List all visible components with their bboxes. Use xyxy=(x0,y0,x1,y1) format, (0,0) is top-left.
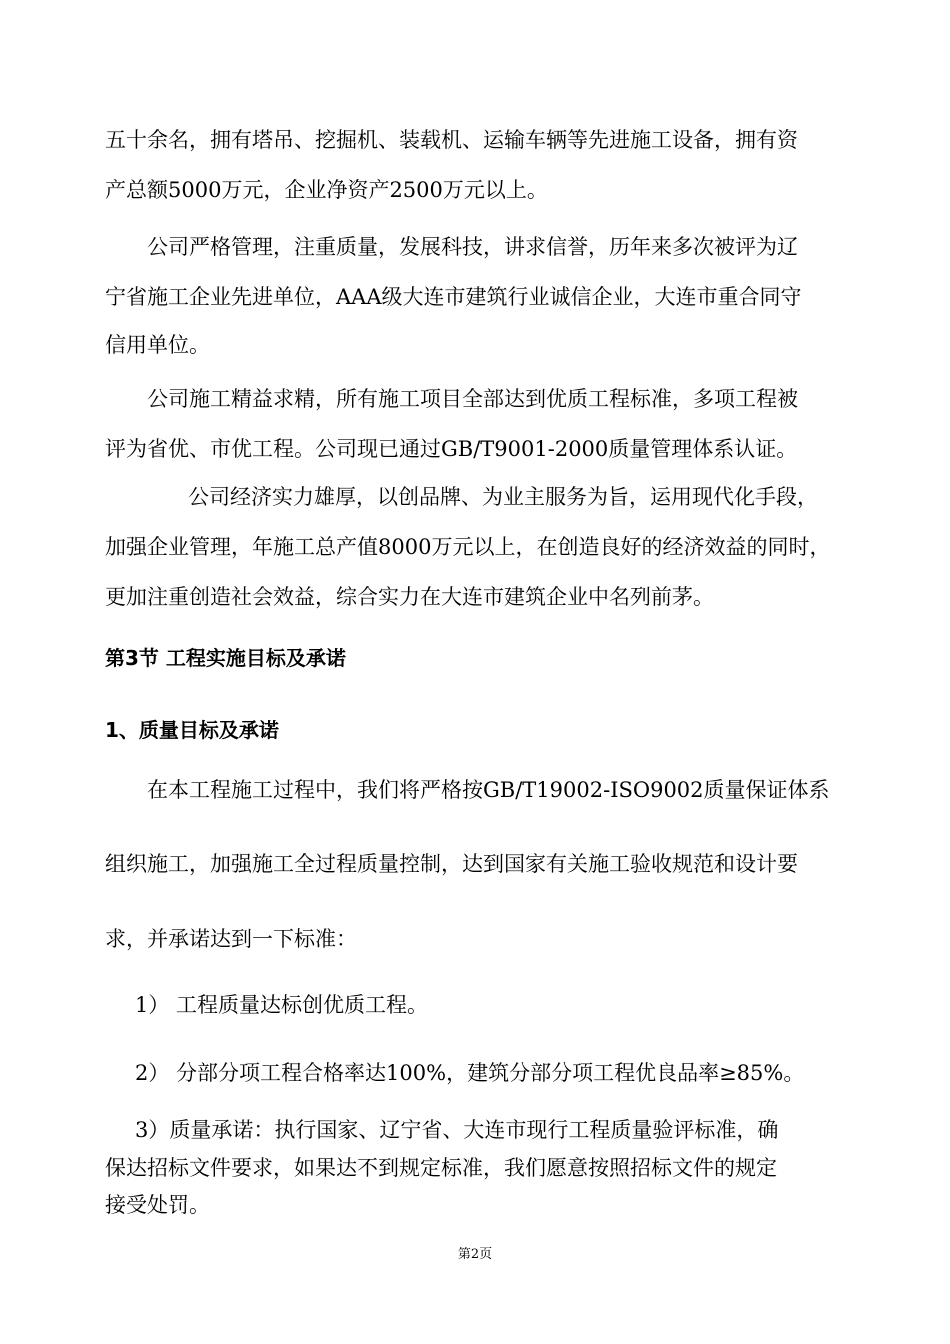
paragraph-line: 在本工程施工过程中，我们将严格按GB/T19002-ISO9002质量保证体系 xyxy=(147,778,830,802)
paragraph-line: 公司严格管理，注重质量，发展科技，讲求信誉，历年来多次被评为辽 xyxy=(147,235,798,259)
list-item: 1） 工程质量达标创优质工程。 xyxy=(135,993,429,1017)
paragraph-line: 组织施工，加强施工全过程质量控制，达到国家有关施工验收规范和设计要 xyxy=(105,852,798,876)
paragraph-line: 产总额5000万元，企业净资产2500万元以上。 xyxy=(105,178,548,202)
section-heading: 第3节 工程实施目标及承诺 xyxy=(105,646,346,670)
paragraph-line: 求，并承诺达到一下标准： xyxy=(105,927,357,951)
paragraph-line: 保达招标文件要求，如果达不到规定标准，我们愿意按照招标文件的规定 xyxy=(105,1156,777,1180)
list-item: 2） 分部分项工程合格率达100%，建筑分部分项工程优良品率≥85%。 xyxy=(135,1061,805,1085)
sub-heading: 1、质量目标及承诺 xyxy=(105,718,279,742)
paragraph-line: 宁省施工企业先进单位，AAA级大连市建筑行业诚信企业，大连市重合同守 xyxy=(105,285,802,309)
paragraph-line: 接受处罚。 xyxy=(105,1193,210,1217)
paragraph-line: 公司施工精益求精，所有施工项目全部达到优质工程标准，多项工程被 xyxy=(147,387,798,411)
page-number: 第2页 xyxy=(457,1247,493,1262)
paragraph-line: 更加注重创造社会效益，综合实力在大连市建筑企业中名列前茅。 xyxy=(105,585,714,609)
paragraph-line: 信用单位。 xyxy=(105,333,210,357)
paragraph-line: 公司经济实力雄厚，以创品牌、为业主服务为旨，运用现代化手段， xyxy=(188,485,818,509)
list-item: 3）质量承诺：执行国家、辽宁省、大连市现行工程质量验评标准，确 xyxy=(135,1118,779,1142)
paragraph-line: 五十余名，拥有塔吊、挖掘机、装载机、运输车辆等先进施工设备，拥有资 xyxy=(105,128,798,152)
paragraph-line: 评为省优、市优工程。公司现已通过GB/T9001-2000质量管理体系认证。 xyxy=(105,437,798,461)
paragraph-line: 加强企业管理，年施工总产值8000万元以上，在创造良好的经济效益的同时， xyxy=(105,535,831,559)
